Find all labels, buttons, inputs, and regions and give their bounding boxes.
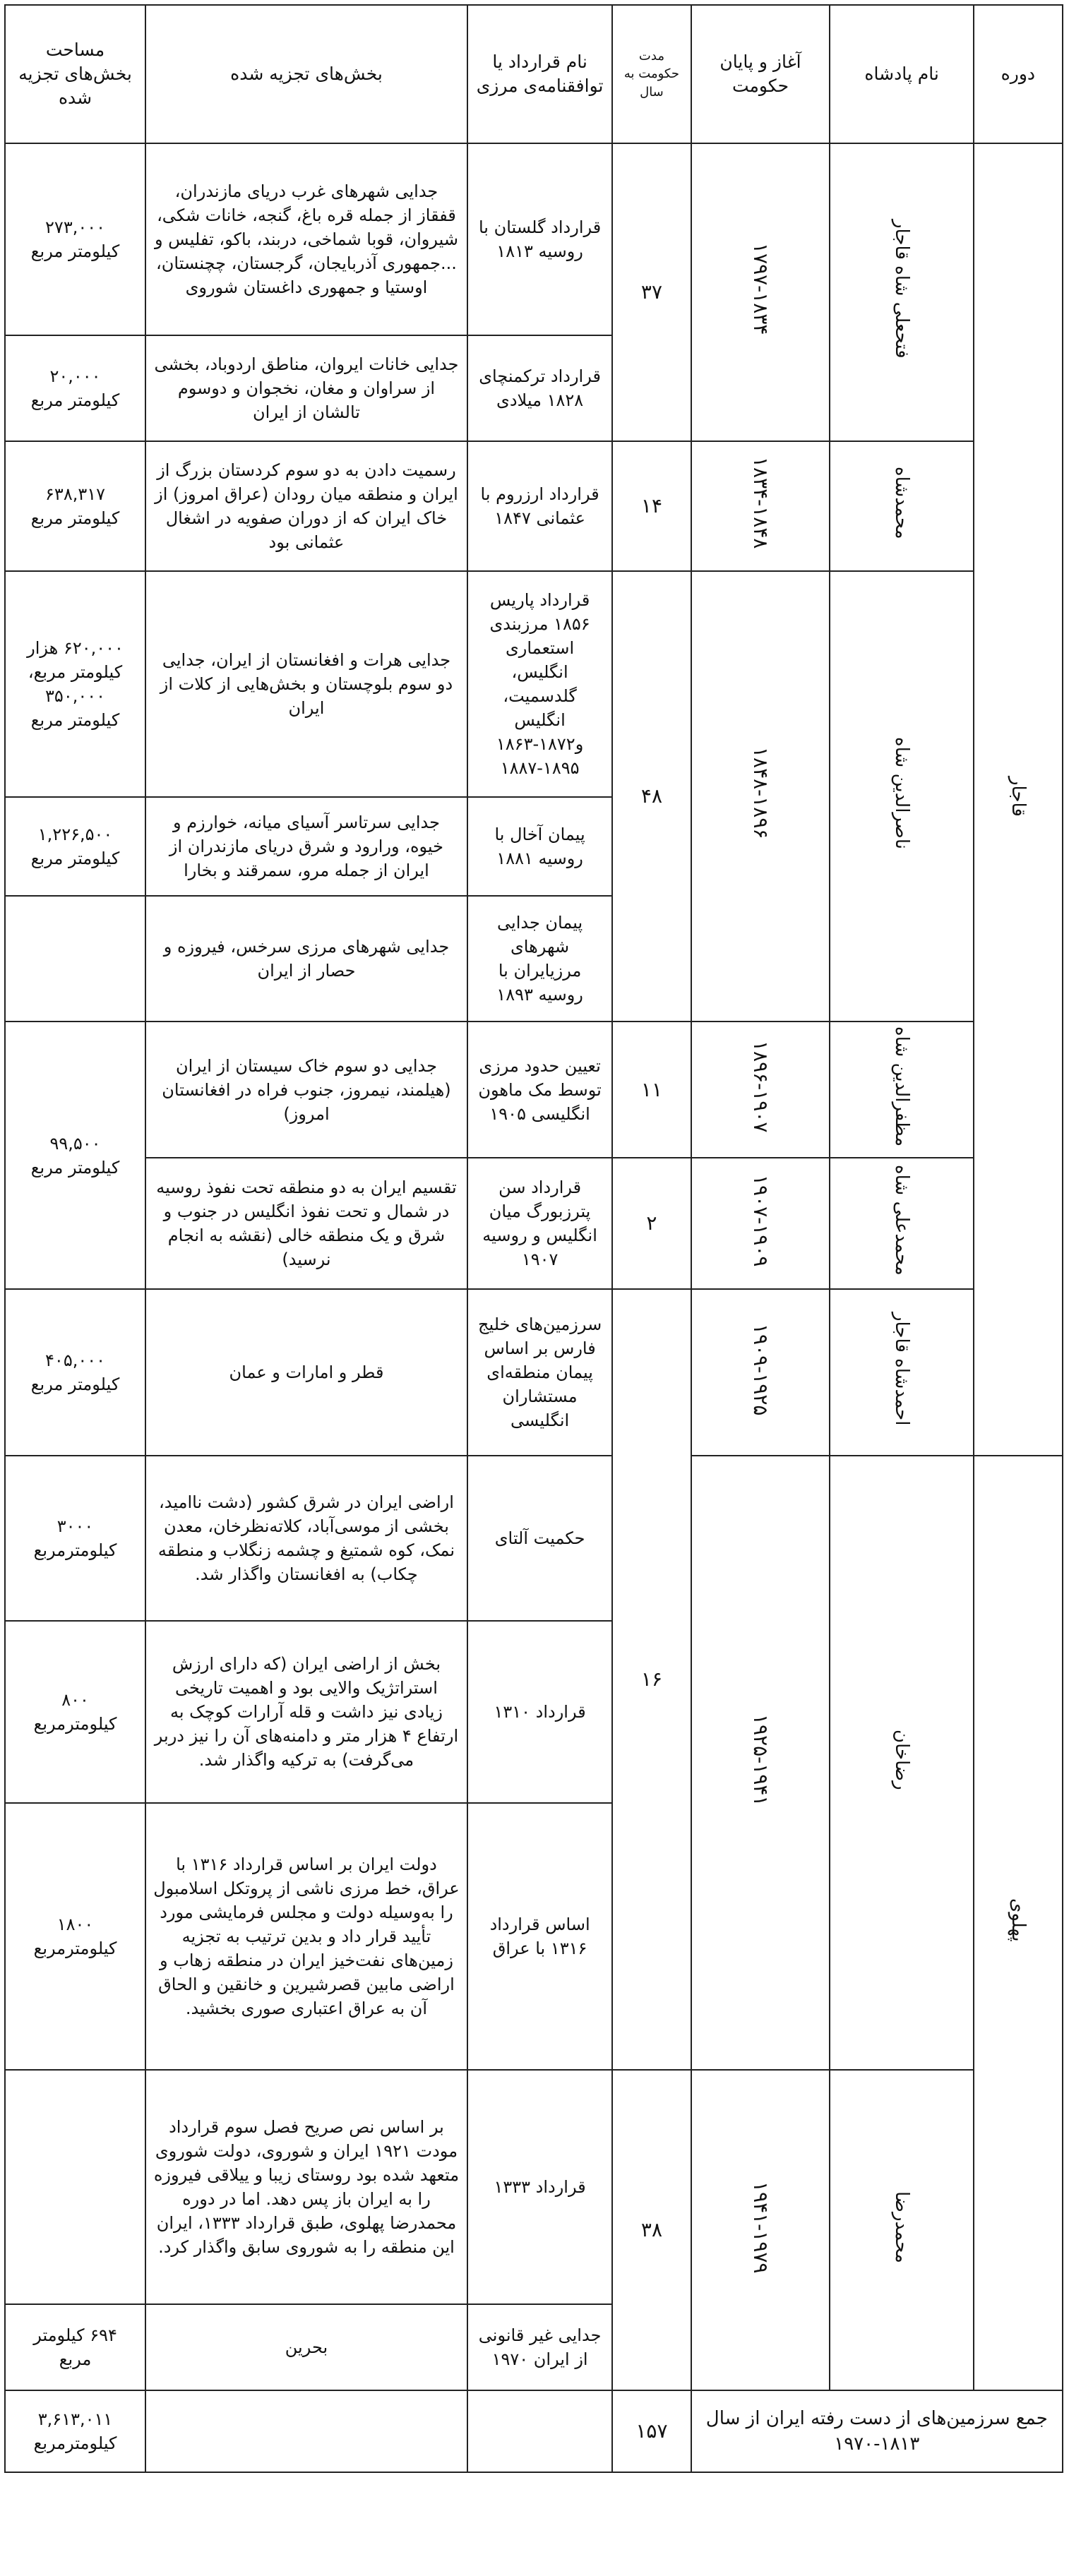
area-cell: ۴۰۵,۰۰۰ کیلومتر مربع bbox=[5, 1289, 145, 1456]
total-row bbox=[5, 2390, 1063, 2472]
table-row bbox=[5, 441, 1063, 571]
treaty-cell: قرارداد پاریس ۱۸۵۶ مرزبندی استعماری انگلیس، گلدسمیت، انگلیس و۱۸۷۲-۱۸۶۳ ۱۸۹۵-۱۸۸۷ bbox=[467, 571, 612, 797]
treaty-cell: قرارداد ترکمنچای ۱۸۲۸ میلادی bbox=[467, 335, 612, 441]
king-cell bbox=[830, 1022, 973, 1158]
king-cell bbox=[830, 441, 973, 571]
area-cell: ۹۹,۵۰۰ کیلومتر مربع bbox=[5, 1022, 145, 1289]
table-row bbox=[5, 2070, 1063, 2304]
king-label: ناصرالدین شاه bbox=[891, 736, 913, 849]
area-cell: ۱۸۰۰ کیلومترمربع bbox=[5, 1803, 145, 2070]
header-dynasty: دوره bbox=[974, 5, 1063, 143]
table-row bbox=[5, 1022, 1063, 1158]
duration-cell: ۳۸ bbox=[612, 2070, 691, 2390]
area-cell bbox=[5, 2070, 145, 2304]
table-row bbox=[5, 571, 1063, 797]
area-cell: ۲۰,۰۰۰ کیلومتر مربع bbox=[5, 335, 145, 441]
king-cell bbox=[830, 2070, 973, 2390]
area-cell: ۳۰۰۰ کیلومترمربع bbox=[5, 1456, 145, 1621]
header-king: نام پادشاه bbox=[830, 5, 973, 143]
regions-cell: اراضی ایران در شرق کشور (دشت ناامید، بخشی از موسی‌آباد، کلاته‌نظرخان، معدن نمک، کوه شمتیغ و چشمه زنگلاب و منطقه چکاب) به افغانستان واگذار شد. bbox=[145, 1456, 467, 1621]
duration-cell: ۱۴ bbox=[612, 441, 691, 571]
duration-cell: ۱۱ bbox=[612, 1022, 691, 1158]
treaty-cell: جدایی غیر قانونی از ایران ۱۹۷۰ bbox=[467, 2304, 612, 2390]
treaty-cell: قرارداد ۱۳۱۰ bbox=[467, 1621, 612, 1803]
king-label: مظفرالدین شاه bbox=[891, 1026, 913, 1147]
regions-cell: بخش از اراضی ایران (که دارای ارزش استراتژیک والایی بود و اهمیت تاریخی زیادی نیز داشت و قله آرارات کوچک به ارتفاع ۴ هزار متر و دامنه‌های آن را نیز دربر می‌گرفت) به ترکیه واگذار شد. bbox=[145, 1621, 467, 1803]
area-cell: ۸۰۰ کیلومترمربع bbox=[5, 1621, 145, 1803]
regions-cell: جدایی دو سوم خاک سیستان از ایران (هیلمند، نیمروز، جنوب فراه در افغانستان امروز) bbox=[145, 1022, 467, 1158]
reign-label: ۱۸۹۶-۱۹۰۷ bbox=[749, 1040, 773, 1133]
reign-cell bbox=[691, 1158, 830, 1289]
regions-cell: قطر و امارات و عمان bbox=[145, 1289, 467, 1456]
regions-cell: دولت ایران بر اساس قرارداد ۱۳۱۶ با عراق، خط مرزی ناشی از پروتکل اسلامبول را به‌وسیله دولت و مجلس فرمایشی مورد تأیید قرار داد و بدین ترتیب به تجزیه زمین‌های نفت‌خیز ایران در منطقه زهاب و اراضی مابین قصرشیرین و خانقین و الحاق آن به عراق اعتباری صوری بخشید. bbox=[145, 1803, 467, 2070]
territory-loss-table bbox=[4, 4, 1063, 2473]
regions-cell: جدایی شهرهای غرب دریای مازندران، قفقاز از جمله قره باغ، گنجه، خانات شکی، شیروان، قوبا شماخی، دربند، باکو، تفلیس و ...جمهوری آذربایجان، گرجستان، چچنستان، اوستیا و جمهوری داغستان شوروی bbox=[145, 143, 467, 335]
king-cell bbox=[830, 143, 973, 441]
duration-cell: ۱۶ bbox=[612, 1289, 691, 2070]
reign-cell bbox=[691, 143, 830, 441]
duration-cell: ۴۸ bbox=[612, 571, 691, 1022]
treaty-cell: قرارداد ۱۳۳۳ bbox=[467, 2070, 612, 2304]
reign-cell bbox=[691, 571, 830, 1022]
reign-label: ۱۸۳۴-۱۸۴۸ bbox=[749, 457, 773, 549]
area-cell bbox=[5, 896, 145, 1022]
regions-cell: جدایی شهرهای مرزی سرخس، فیروزه و حصار از ایران bbox=[145, 896, 467, 1022]
total-years: ۱۵۷ bbox=[612, 2390, 691, 2472]
king-cell bbox=[830, 1456, 973, 2070]
treaty-cell: تعیین حدود مرزی توسط مک ماهون انگلیسی ۱۹۰۵ bbox=[467, 1022, 612, 1158]
reign-cell bbox=[691, 1022, 830, 1158]
duration-cell: ۲ bbox=[612, 1158, 691, 1289]
treaty-cell: قرارداد گلستان با روسیه ۱۸۱۳ bbox=[467, 143, 612, 335]
total-empty-cell bbox=[145, 2390, 467, 2472]
dynasty-label: قاجار bbox=[1007, 776, 1029, 817]
king-cell bbox=[830, 1289, 973, 1456]
treaty-cell: حکمیت آلتای bbox=[467, 1456, 612, 1621]
treaty-cell: سرزمین‌های خلیج فارس بر اساس پیمان منطقه‌ای مستشاران انگلیسی bbox=[467, 1289, 612, 1456]
reign-cell bbox=[691, 1289, 830, 1456]
regions-cell: بر اساس نص صریح فصل سوم قرارداد مودت ۱۹۲۱ ایران و شوروی، دولت شوروی متعهد شده بود روستای زیبا و ییلاقی فیروزه را به ایران باز پس دهد. اما در دوره محمدرضا پهلوی، طبق قرارداد ۱۳۳۳، ایران این منطقه را به شوروی سابق واگذار کرد. bbox=[145, 2070, 467, 2304]
total-label: جمع سرزمین‌های از دست رفته ایران از سال ۱۸۱۳-۱۹۷۰ bbox=[691, 2390, 1063, 2472]
regions-cell: بحرین bbox=[145, 2304, 467, 2390]
king-label: فتحعلی شاه قاجار bbox=[891, 220, 913, 359]
area-cell: ۶۹۴ کیلومتر مربع bbox=[5, 2304, 145, 2390]
king-label: محمدرضا bbox=[891, 2191, 913, 2263]
regions-cell: جدایی خانات ایروان، مناطق اردوباد، بخشی از سراوان و مغان، نخجوان و دوسوم تالشان از ایران bbox=[145, 335, 467, 441]
regions-cell: تقسیم ایران به دو منطقه تحت نفوذ روسیه در شمال و تحت نفوذ انگلیس در جنوب و شرق و یک منطقه خالی (نقشه به انجام نرسید) bbox=[145, 1158, 467, 1289]
reign-label: ۱۹۲۵-۱۹۴۱ bbox=[749, 1713, 773, 1806]
dynasty-label: پهلوی bbox=[1007, 1898, 1029, 1942]
total-empty-cell bbox=[467, 2390, 612, 2472]
area-cell: ۶۲۰,۰۰۰ هزار کیلومتر مربع، ۳۵۰,۰۰۰ کیلومتر مربع bbox=[5, 571, 145, 797]
reign-label: ۱۷۹۷-۱۸۳۴ bbox=[749, 243, 773, 335]
regions-cell: جدایی سرتاسر آسیای میانه، خوارزم و خیوه، ورارود و شرق دریای مازندران از ایران از جمله مرو، سمرقند و بخارا bbox=[145, 797, 467, 896]
treaty-cell: اساس قرارداد ۱۳۱۶ با عراق bbox=[467, 1803, 612, 2070]
duration-cell: ۳۷ bbox=[612, 143, 691, 441]
reign-label: ۱۸۴۸-۱۸۹۶ bbox=[749, 747, 773, 839]
area-cell: ۲۷۳,۰۰۰ کیلومتر مربع bbox=[5, 143, 145, 335]
header-regions: بخش‌های تجزیه شده bbox=[145, 5, 467, 143]
king-cell bbox=[830, 1158, 973, 1289]
king-label: محمدشاه bbox=[891, 467, 913, 539]
reign-cell bbox=[691, 441, 830, 571]
regions-cell: رسمیت دادن به دو سوم کردستان بزرگ از ایران و منطقه میان رودان (عراق امروز) از خاک ایران که از دوران صفویه در اشغال عثمانی بود bbox=[145, 441, 467, 571]
total-area: ۳,۶۱۳,۰۱۱ کیلومترمربع bbox=[5, 2390, 145, 2472]
dynasty-cell bbox=[974, 143, 1063, 1456]
table-row bbox=[5, 1289, 1063, 1456]
reign-label: ۱۹۰۹-۱۹۲۵ bbox=[749, 1323, 773, 1415]
king-cell bbox=[830, 571, 973, 1022]
king-label: محمدعلی شاه bbox=[891, 1165, 913, 1276]
header-reign: آغاز و پایان حکومت bbox=[691, 5, 830, 143]
dynasty-cell bbox=[974, 1456, 1063, 2390]
reign-cell bbox=[691, 1456, 830, 2070]
table-row bbox=[5, 143, 1063, 335]
king-label: احمدشاه قاجار bbox=[891, 1312, 913, 1426]
treaty-cell: قرارداد سن پترزبورگ میان انگلیس و روسیه ۱۹۰۷ bbox=[467, 1158, 612, 1289]
header-row bbox=[5, 5, 1063, 143]
reign-label: ۱۹۴۱-۱۹۷۹ bbox=[749, 2181, 773, 2273]
table-row bbox=[5, 1158, 1063, 1289]
reign-label: ۱۹۰۷-۱۹۰۹ bbox=[749, 1174, 773, 1266]
treaty-cell: پیمان جدایی شهرهای مرزیایران با روسیه ۱۸۹۳ bbox=[467, 896, 612, 1022]
reign-cell bbox=[691, 2070, 830, 2390]
header-treaty: نام قرارداد یا توافقنامه‌ی مرزی bbox=[467, 5, 612, 143]
treaty-cell: قرارداد ارزروم با عثمانی ۱۸۴۷ bbox=[467, 441, 612, 571]
header-duration: مدت حکومت به سال bbox=[612, 5, 691, 143]
regions-cell: جدایی هرات و افغانستان از ایران، جدایی دو سوم بلوچستان و بخش‌هایی از کلات از ایران bbox=[145, 571, 467, 797]
king-label: رضاخان bbox=[891, 1729, 913, 1790]
table-row bbox=[5, 1456, 1063, 1621]
area-cell: ۱,۲۲۶,۵۰۰ کیلومتر مربع bbox=[5, 797, 145, 896]
header-area: مساحت بخش‌های تجزیه شده bbox=[5, 5, 145, 143]
area-cell: ۶۳۸,۳۱۷ کیلومتر مربع bbox=[5, 441, 145, 571]
treaty-cell: پیمان آخال با روسیه ۱۸۸۱ bbox=[467, 797, 612, 896]
